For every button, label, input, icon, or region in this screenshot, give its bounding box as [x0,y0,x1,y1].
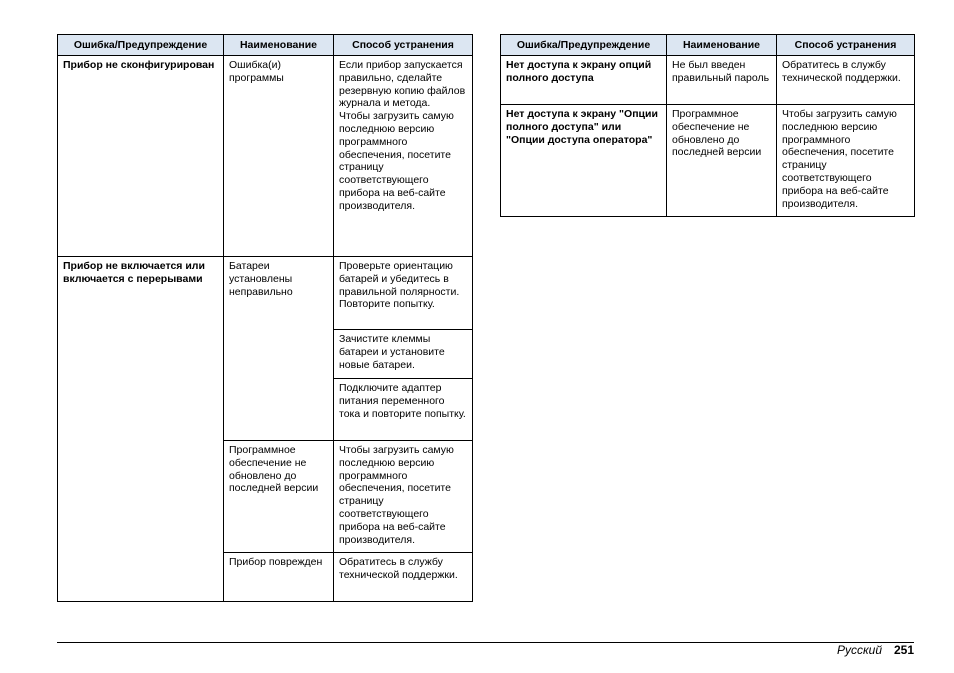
cause-cell: Ошибка(и) программы [224,56,334,257]
header-remedy: Способ устранения [334,35,473,56]
table-header-row [58,35,473,56]
troubleshooting-table-right [500,34,915,217]
footer-divider [57,642,914,643]
header-remedy: Способ устранения [777,35,915,56]
header-error: Ошибка/Предупреждение [58,35,224,56]
remedy-cell: Чтобы загрузить самую последнюю версию программного обеспечения, посетите страницу соответствующего прибора на веб-сайте производителя. [777,105,915,217]
cause-cell: Не был введен правильный пароль [667,56,777,105]
cause-cell: Батареи установлены неправильно [224,257,334,441]
cause-cell: Программное обеспечение не обновлено до последней версии [224,441,334,553]
error-cell: Прибор не включается или включается с перерывами [58,257,224,602]
remedy-cell: Проверьте ориентацию батарей и убедитесь в правильной полярности. Повторите попытку. [334,257,473,330]
table-row [501,56,915,105]
header-name: Наименование [224,35,334,56]
header-error: Ошибка/Предупреждение [501,35,667,56]
table-row [501,105,915,217]
remedy-cell: Обратитесь в службу технической поддержки. [334,553,473,602]
remedy-cell: Подключите адаптер питания переменного тока и повторите попытку. [334,379,473,441]
page-number: 251 [893,643,914,657]
remedy-cell: Если прибор запускается правильно, сделайте резервную копию файлов журнала и метода. Чтобы загрузить самую последнюю версию программного обеспечения, посетите страницу соответствующего прибора на веб-сайте производителя. [334,56,473,257]
table-header-row [501,35,915,56]
remedy-cell: Зачистите клеммы батареи и установите новые батареи. [334,330,473,379]
cause-cell: Программное обеспечение не обновлено до последней версии [667,105,777,217]
remedy-cell: Чтобы загрузить самую последнюю версию программного обеспечения, посетите страницу соответствующего прибора на веб-сайте производителя. [334,441,473,553]
error-cell: Прибор не сконфигурирован [58,56,224,257]
troubleshooting-table-left [57,34,473,602]
remedy-cell: Обратитесь в службу технической поддержки. [777,56,915,105]
error-cell: Нет доступа к экрану "Опции полного доступа" или "Опции доступа оператора" [501,105,667,217]
table-row [58,56,473,257]
header-name: Наименование [667,35,777,56]
cause-cell: Прибор поврежден [224,553,334,602]
footer-language: Русский [836,643,882,657]
error-cell: Нет доступа к экрану опций полного доступа [501,56,667,105]
table-row [58,257,473,330]
